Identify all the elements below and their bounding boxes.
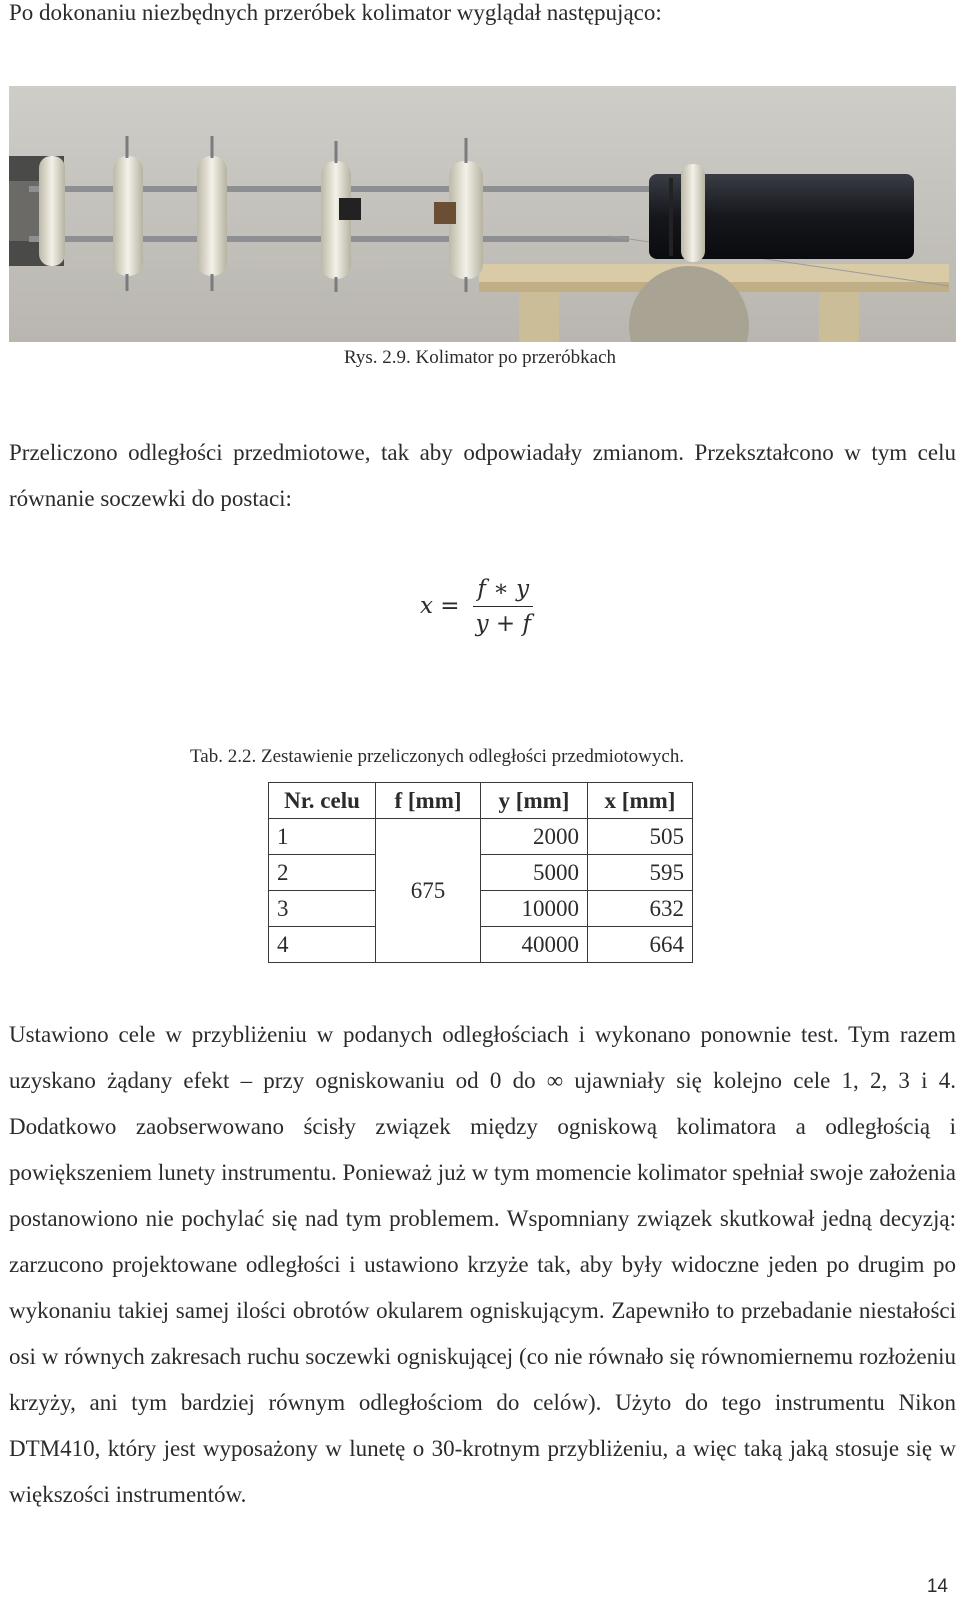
cell-y: 10000 — [481, 891, 588, 927]
cell-x: 595 — [588, 855, 693, 891]
table-caption: Tab. 2.2. Zestawienie przeliczonych odległości przedmiotowych. — [190, 746, 685, 767]
intro-text: Po dokonaniu niezbędnych przeróbek kolimator wyglądał następująco: — [9, 0, 662, 25]
distance-table — [268, 782, 693, 963]
header-f: f [mm] — [376, 783, 481, 819]
cell-nr: 4 — [269, 927, 376, 963]
figure-caption: Rys. 2.9. Kolimator po przeróbkach — [343, 347, 617, 368]
cell-y: 5000 — [481, 855, 588, 891]
collimator-photo — [9, 86, 956, 342]
cell-nr: 1 — [269, 819, 376, 855]
cell-y: 40000 — [481, 927, 588, 963]
paragraph-2: Ustawiono cele w przybliżeniu w podanych odległościach i wykonano ponownie test. Tym razem uzyskano żądany efekt – przy ogniskowaniu od 0 do ∞ ujawniały się kolejno cele 1, 2, 3 i 4. Dodatkowo zaobserwowano ścisły związek między ogniskową kolimatora a odległością i powiększeniem lunety instrumentu. Ponieważ już w tym momencie kolimator spełniał swoje założenia postanowiono nie pochylać się nad tym problemem. Wspomniany związek skutkował jedną decyzją: zarzucono projektowane odległości i ustawiono krzyże tak, aby były widoczne jeden po drugim po wykonaniu takiej samej ilości obrotów okularem ogniskującym. Zapewniło to przebadanie niestałości osi w równych zakresach ruchu soczewki ogniskującej (co nie równało się równomiernemu rozłożeniu krzyży, ani tym bardziej równym odległościom do celów). Użyto do tego instrumentu Nikon DTM410, który jest wyposażony w lunetę o 30-krotnym przybliżeniu, a więc taką jaką stosuje się w większości instrumentów. — [9, 1022, 956, 1507]
lens-formula — [420, 566, 535, 646]
formula-denominator: y + f — [475, 610, 531, 637]
header-x: x [mm] — [588, 783, 693, 819]
table-header-row — [269, 783, 693, 819]
table-row — [269, 891, 693, 927]
header-y: y [mm] — [481, 783, 588, 819]
table-row — [269, 855, 693, 891]
cell-nr: 2 — [269, 855, 376, 891]
cell-x: 664 — [588, 927, 693, 963]
formula-lhs: x = — [420, 593, 460, 619]
table-row — [269, 927, 693, 963]
cell-x: 505 — [588, 819, 693, 855]
paragraph-1: Przeliczono odległości przedmiotowe, tak aby odpowiadały zmianom. Przekształcono w tym celu równanie soczewki do postaci: — [9, 440, 956, 511]
cell-nr: 3 — [269, 891, 376, 927]
cell-x: 632 — [588, 891, 693, 927]
header-nr: Nr. celu — [269, 783, 376, 819]
cell-y: 2000 — [481, 819, 588, 855]
formula-fraction — [472, 576, 535, 637]
formula-numerator: f ∗ y — [473, 576, 533, 607]
cell-f-merged: 675 — [376, 819, 481, 963]
page-number: 14 — [926, 1576, 948, 1597]
table-row — [269, 819, 693, 855]
